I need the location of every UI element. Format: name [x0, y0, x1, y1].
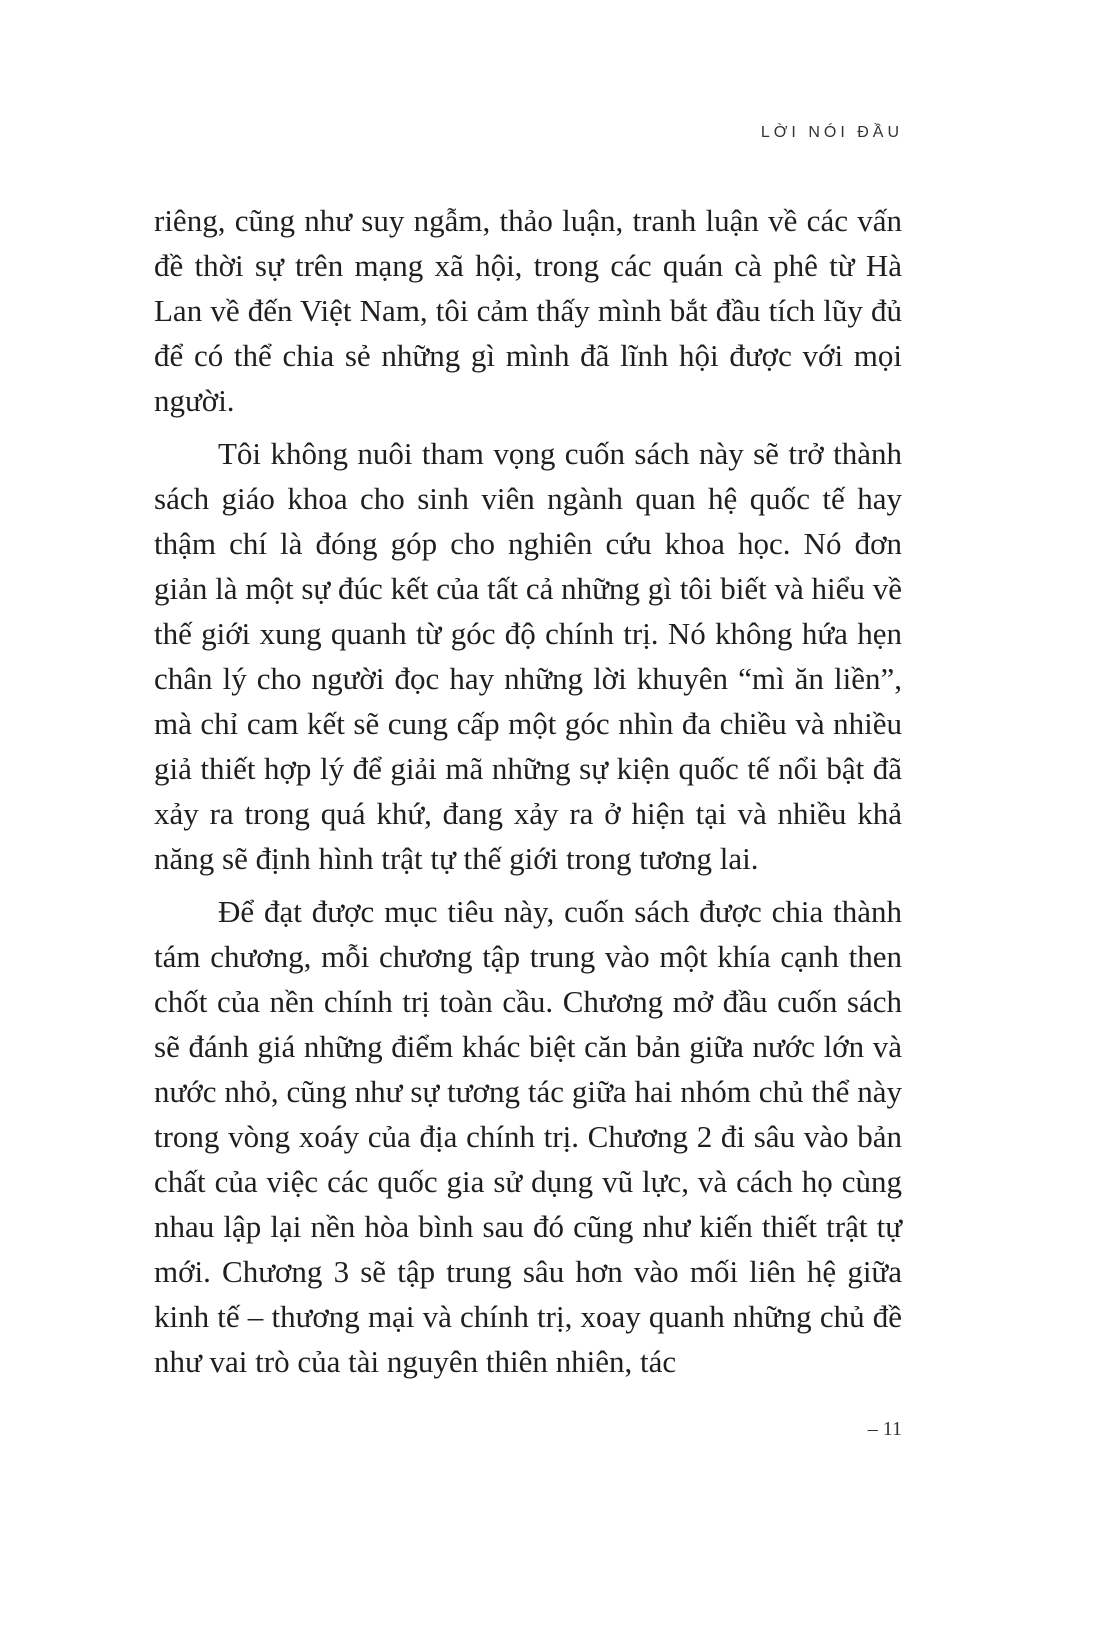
paragraph-continuation: riêng, cũng như suy ngẫm, thảo luận, tranh luận về các vấn đề thời sự trên mạng xã hội, trong các quán cà phê từ Hà Lan về đến Việt Nam, tôi cảm thấy mình bắt đầu tích lũy đủ để có thể chia sẻ những gì mình đã lĩnh hội được với mọi người.	[154, 203, 902, 418]
body-text	[154, 198, 902, 1384]
page-number: – 11	[867, 1418, 902, 1440]
paragraph: Để đạt được mục tiêu này, cuốn sách được chia thành tám chương, mỗi chương tập trung vào một khía cạnh then chốt của nền chính trị toàn cầu. Chương mở đầu cuốn sách sẽ đánh giá những điểm khác biệt căn bản giữa nước lớn và nước nhỏ, cũng như sự tương tác giữa hai nhóm chủ thể này trong vòng xoáy của địa chính trị. Chương 2 đi sâu vào bản chất của việc các quốc gia sử dụng vũ lực, và cách họ cùng nhau lập lại nền hòa bình sau đó cũng như kiến thiết trật tự mới. Chương 3 sẽ tập trung sâu hơn vào mối liên hệ giữa kinh tế – thương mại và chính trị, xoay quanh những chủ đề như vai trò của tài nguyên thiên nhiên, tác	[154, 894, 902, 1379]
paragraph: Tôi không nuôi tham vọng cuốn sách này sẽ trở thành sách giáo khoa cho sinh viên ngành quan hệ quốc tế hay thậm chí là đóng góp cho nghiên cứu khoa học. Nó đơn giản là một sự đúc kết của tất cả những gì tôi biết và hiểu về thế giới xung quanh từ góc độ chính trị. Nó không hứa hẹn chân lý cho người đọc hay những lời khuyên “mì ăn liền”, mà chỉ cam kết sẽ cung cấp một góc nhìn đa chiều và nhiều giả thiết hợp lý để giải mã những sự kiện quốc tế nổi bật đã xảy ra trong quá khứ, đang xảy ra ở hiện tại và nhiều khả năng sẽ định hình trật tự thế giới trong tương lai.	[154, 436, 902, 876]
running-header-title: LỜI NÓI ĐẦU	[760, 124, 903, 141]
